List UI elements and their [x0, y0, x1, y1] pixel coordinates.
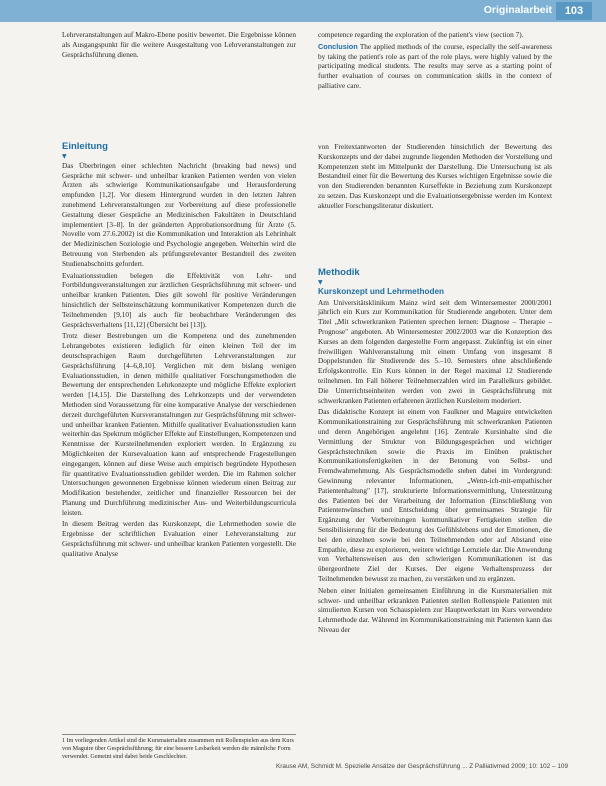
section-arrow-icon: ▼	[318, 278, 323, 286]
right-intro-paragraph: von Freitextantworten der Studierenden hinsichtlich der Bewertung des Kurskonzepts und der dabei zugrunde liegenden Methoden der Vorstellung und Kompetenzen steht im Mittelpunkt der Darstellung. Die Untersuchung ist als Bestandteil einer für die Bewertung des Kurses wichtigen Ergebnisse sowie die von den Studierenden benannten Kurseffekte in Beziehung zum Kurskonzept zu setzen. Das Kurskonzept und die Evaluationsergebnisse werden im Kontext aktueller Forschungsliteratur diskutiert.	[318, 142, 552, 210]
page-footer-citation: Krause AM, Schmidt M. Spezielle Ansätze der Gesprächsführung ... Z Palliativmed 2009; 10: 102 – 109	[276, 763, 568, 770]
einleitung-paragraph-3: Trotz dieser Bestrebungen um die Kompetenz und des zunehmenden Lehrangebotes existieren lediglich für einen kleinen Teil der im deutschsprachigen Raum durchgeführten Lehrveranstaltungen zur Gesprächsführung [4–6,8,10]. Verglichen mit dem bislang wenigen Evaluationsstudien, in denen mithilfe qualitativer Forschungsmethoden die Bewertung der entsprechenden Lehrkonzepte und mögliche Effekte exploriert werden [14,15]. Die Darstellung des Lehrkonzepts und der verwendeten Methoden sind Voraussetzung für eine komparative Analyse der verschiedenen derzeit durchgeführten Kursveranstaltungen zur Gesprächsführung mit schwer- und unheilbar kranken Patienten. Mithilfe qualitativer Evaluationsstudien kann weiterhin das Spektrum möglicher Effekte auf Einstellungen, Kompetenzen und Kenntnisse der Kursteilnehmenden exploriert werden. In Ergänzung zu Möglichkeiten der Kursevaluation kann auf entsprechende Fragestellungen eingegangen, können auf diese Weise auch empirisch begründete Hypothesen für quantitative Evaluationsstudien gebildet werden. Die im Rahmen solcher Untersuchungen gewonnenen Ergebnisse können wiederum einen Beitrag zur Modifikation bestehender, zeitlicher und finanzieller Ressourcen bei der Planung und Durchführung medizinischer Aus- und Weiterbildungscurricula leisten.	[62, 331, 296, 517]
kurskonzept-subheading: Kurskonzept und Lehrmethoden	[318, 286, 444, 296]
methodik-paragraph-1: Am Universitätsklinikum Mainz wird seit dem Wintersemester 2000/2001 jährlich ein Kurs zur Kommunikation für Studierende angeboten. Unter dem Titel „Mit schwerkranken Patienten sprechen lernen: Diagnose – Therapie – Prognose" angeboten. Ab Wintersemester 2002/2003 war die Konzeption des Kurses an dem folgenden dargestellte Form angepasst. Zukünftig ist ein einer freiwilligen Wahlveranstaltung mit einem Umfang von insgesamt 8 Doppelstunden für Studierende des 5.–10. Semesters ohne abschließende Erfolgskontrolle. Ein Kurs können in der Regel maximal 12 Studierende teilnehmen. Im Fall höherer Teilnehmerzahlen wird im Parallelkurs gebildet. Die Unterrichtseinheiten werden von zwei in Gesprächsführung mit schwerkranken Patienten erfahrenen ärztlichen Kursleitern moderiert.	[318, 297, 552, 405]
methodik-heading: Methodik	[318, 267, 360, 278]
einleitung-paragraph-2: Evaluationsstudien belegen die Effektivität von Lehr- und Fortbildungsveranstaltungen zur ärztlichen Gesprächsführung mit schwer- und unheilbar kranken Patienten. Dies gilt sowohl für positive Veränderungen hinsichtlich der Selbsteinschätzung kommunikativer Kompetenzen durch die Teilnehmenden [9,10] als auch für beobachtbare Veränderungen des Gesprächsverhaltens [11,12] (Übersicht bei [13]).	[62, 270, 296, 329]
left-top-text-block	[62, 30, 296, 61]
conclusion-paragraph	[318, 42, 552, 91]
einleitung-heading: Einleitung	[62, 141, 108, 152]
section-label: Originalarbeit	[483, 4, 552, 16]
journal-header-bar	[0, 0, 606, 22]
right-intro-block	[318, 142, 552, 213]
conclusion-text: The applied methods of the course, especially the self-awareness by taking the patient's role as part of the role plays, were highly valued by the participating medical students. The results may serve as a starting point of further evaluation of courses on communication skills in the context of palliative care.	[318, 41, 552, 90]
section-arrow-icon: ▼	[62, 152, 67, 160]
page-number: 103	[556, 2, 592, 20]
methodik-paragraph-2: Das didaktische Konzept ist einem von Faulkner und Maguire entwickelten Kommunikationstraining zur Gesprächsführung mit schwerkranken Patienten und deren Angehörigen angelehnt [16]. Zentrale Kursinhalte sind die Vermittlung der Struktur von Bildungsgesprächen und wichtiger Gesprächstechniken sowie die Praxis im Einüben praktischer Kommunikationsfertigkeiten in der Betonung von Selbst- und Fremdwahrnehmung. Als Gesprächsmodelle stehen dabei im Vordergrund: Gewinnung relevanter Informationen, „Wenn-ich-mit-empathischer Patientenhaltung" [17], strukturierte Informationsvermittlung, Unterstützung des Patienten bei der Verarbeitung der Information (Einschließlung von Patientenwünschen und Entscheidung über gemeinsames Strategie für Ergänzung der Vorbereitungen kommunikativer Fertigkeiten stellen die Sensibilisierung für die Bedeutung des Gefühlslebens und der Emotionen, die bei den einzelnen sowie bei den Teilnehmenden oder auf Abstand eine Empathie, diese zu explorieren, weitere wichtige Lernziele dar. Die Anwendung von Verhaltensweisen aus den schwierigen Kommunikationen ist das übergeordnete Ziel der Kurses. Der eigene Verhaltensprozess der Teilnehmenden bewusst zu machen, zu verstärken und zu ergänzen.	[318, 407, 552, 583]
methodik-paragraph-3: Neben einer Initialen gemeinsamen Einführung in die Kursmaterialien mit schwer- und unheilbar erkrankten Patienten stellen Rollenspiele Patienten mit simulierten Kursen von Schauspielern zur Hauptwerkstatt im Kurs verwendete Lehrmethode dar. Während im Kommunikationstraining mit Patienten kann das Niveau der	[318, 585, 552, 634]
einleitung-section	[62, 142, 296, 561]
footnote	[62, 734, 296, 761]
abstract-text: competence regarding the exploration of the patient's view (section 7).	[318, 30, 524, 39]
conclusion-label: Conclusion	[318, 41, 358, 51]
abstract-continuation	[318, 30, 552, 93]
footnote-text: 1 Im vorliegenden Artikel sind die Kursmaterialien zusammen mit Rollenspielen aus dem Kurs von Maguire über Gesprächsführung; für eine bessere Lesbarkeit werden die männliche Form verwendet. Gemeint sind dabei beide Geschlechter.	[62, 738, 294, 760]
einleitung-paragraph-1: Das Überbringen einer schlechten Nachricht (breaking bad news) und Gespräche mit schwer- und unheilbar kranken Patienten werden von vielen Ärzten als schwierige Kommunikationsaufgabe und Herausforderung empfunden [1,2]. Vor diesem Hintergrund wurden in den letzten Jahren zunehmend Lehrveranstaltungen zur Vorbereitung auf diese professionelle Gestaltung dieser Gespräche an Medizinischen Fakultäten in Deutschland implementiert [3–8]. In der geänderten Approbationsordnung für Ärzte (5. Novelle vom 27.6.2002) ist die Kommunikation und Interaktion als Lehrinhalt der Medizinischen Soziologie und Psychologie angegeben. Weiterhin wird die Betreuung von Sterbenden als prüfungsrelevanter Bestandteil des zweiten Studienabschnitts gefordert.	[62, 160, 296, 268]
methodik-section	[318, 268, 552, 637]
einleitung-paragraph-4: In diesem Beitrag werden das Kurskonzept, die Lehrmethoden sowie die Ergebnisse der schriftlichen Evaluation einer Lehrveranstaltung zur Gesprächsführung mit schwer- und unheilbar kranken Patienten vorgestellt. Die qualitative Analyse	[62, 519, 296, 558]
left-top-paragraph: Lehrveranstaltungen auf Makro-Ebene positiv bewertet. Die Ergebnisse können als Ausgangspunkt für die weitere Ausgestaltung von Lehrveranstaltungen zur Gesprächsführung dienen.	[62, 30, 296, 59]
